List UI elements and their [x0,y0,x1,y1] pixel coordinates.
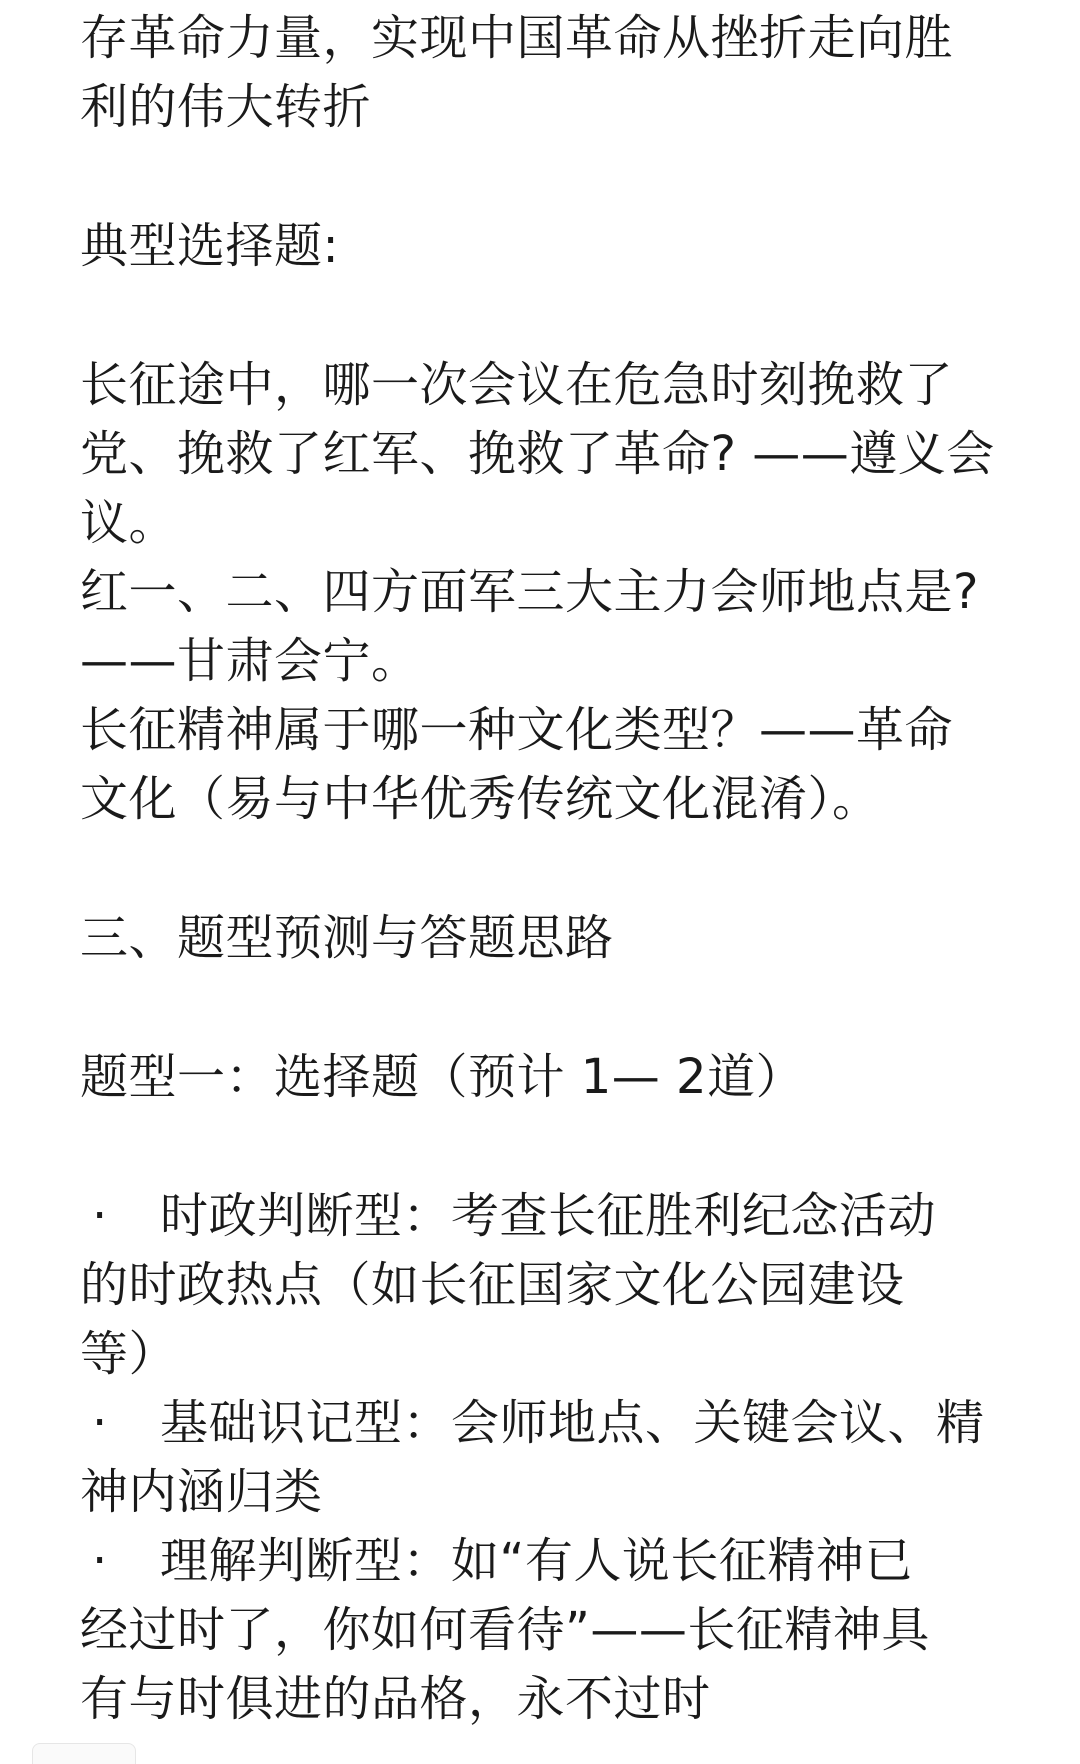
bullet-3-line-1 [80,1527,1040,1596]
question-2-line-1: 红一、二、四方面军三大主力会师地点是? [80,564,979,620]
bullet-1-text: 时政判断型：考查长征胜利纪念活动 [160,1188,937,1244]
type-1-heading: 题型一：选择题（预计 1— 2道） [80,1049,805,1105]
bullet-marker: · [92,1188,108,1244]
paragraph-gap [80,834,1040,904]
section-3-heading: 三、题型预测与答题思路 [80,910,614,966]
bullet-marker: · [92,1533,108,1589]
paragraph-gap [80,1112,1040,1182]
question-1-line-1: 长征途中，哪一次会议在危急时刻挽救了 [80,357,954,413]
bullet-2-line-2: 神内涵归类 [80,1464,323,1520]
bullet-1-line-2: 的时政热点（如长征国家文化公园建设 [80,1257,905,1313]
question-1-line-3: 议。 [80,495,178,551]
intro-line-1: 存革命力量，实现中国革命从挫折走向胜 [80,10,954,66]
question-2-line-2: ——甘肃会宁。 [80,633,420,689]
paragraph-gap [80,281,1040,351]
typical-choice-heading: 典型选择题: [80,218,340,274]
paragraph-gap [80,973,1040,1043]
intro-line-2: 利的伟大转折 [80,79,372,135]
question-1-line-2: 党、挽救了红军、挽救了革命? ——遵义会 [80,426,995,482]
bullet-3-text: 理解判断型：如“有人说长征精神已 [160,1533,913,1589]
question-3-line-2: 文化（易与中华优秀传统文化混淆）。 [80,771,881,827]
bullet-3-line-3: 有与时俱进的品格，永不过时 [80,1671,711,1727]
article-body [80,4,1040,1734]
bullet-2-line-1 [80,1389,1040,1458]
bullet-3-line-2: 经过时了，你如何看待”——长征精神具 [80,1602,930,1658]
paragraph-gap [80,142,1040,212]
question-3-line-1: 长征精神属于哪一种文化类型？——革命 [80,702,954,758]
bottom-edge-tab [32,1743,136,1764]
bullet-1-line-1 [80,1182,1040,1251]
bullet-marker: · [92,1395,108,1451]
bullet-1-line-3: 等） [80,1326,178,1382]
bullet-2-text: 基础识记型：会师地点、关键会议、精 [160,1395,985,1451]
